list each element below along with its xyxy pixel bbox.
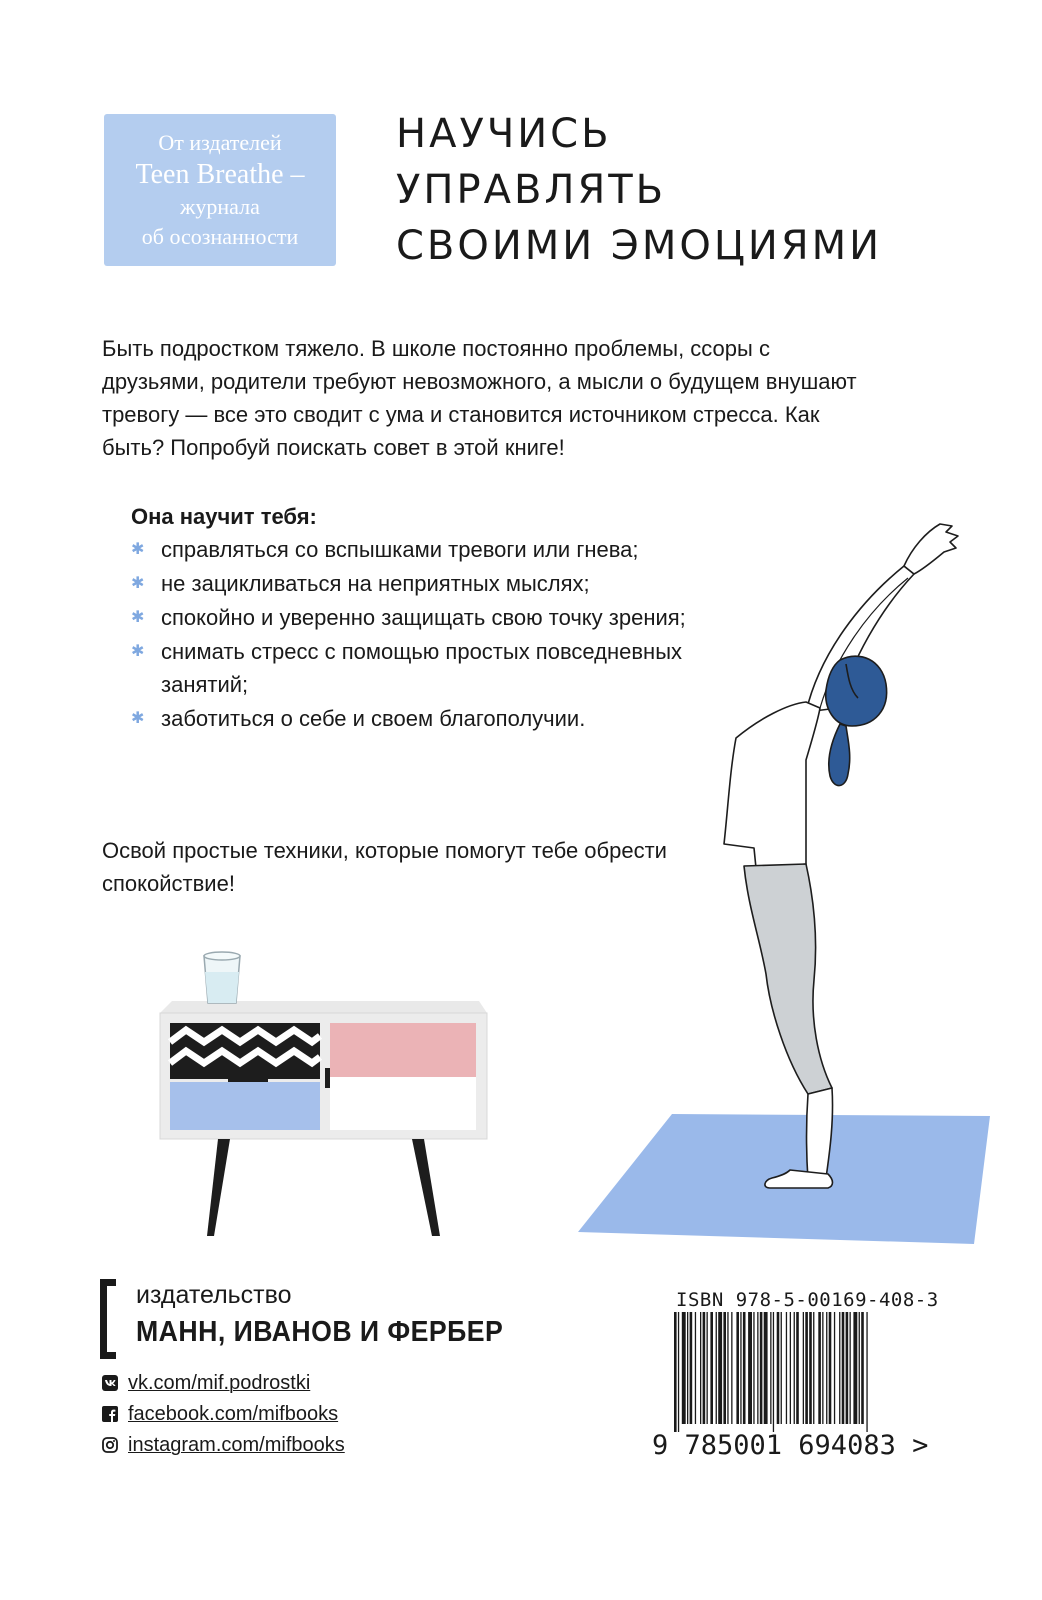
barcode-bar xyxy=(805,1312,808,1424)
vk-icon xyxy=(102,1375,118,1391)
headline-line-1: НАУЧИСЬ xyxy=(396,111,612,157)
barcode-bar xyxy=(803,1312,804,1424)
instagram-link-text[interactable]: instagram.com/mifbooks xyxy=(128,1434,345,1456)
barcode-bar xyxy=(731,1312,732,1424)
list-item: ✱ заботиться о себе и своем благополучии. xyxy=(131,702,691,735)
barcode-bar xyxy=(718,1312,722,1424)
barcode-bar xyxy=(723,1312,726,1424)
asterisk-icon: ✱ xyxy=(131,541,145,558)
barcode-bar xyxy=(687,1312,688,1424)
badge-line-1: От издателей xyxy=(158,130,282,155)
vk-link-text[interactable]: vk.com/mif.podrostki xyxy=(128,1372,311,1394)
barcode-bar xyxy=(764,1312,768,1424)
barcode-bar xyxy=(716,1312,717,1424)
barcode-bar xyxy=(760,1312,763,1424)
headline-line-3: СВОИМИ ЭМОЦИЯМИ xyxy=(396,223,883,269)
barcode-bar xyxy=(753,1312,754,1424)
badge-line-2: Teen Breathe – xyxy=(135,159,305,190)
barcode-bar xyxy=(678,1312,679,1432)
asterisk-icon: ✱ xyxy=(131,710,145,727)
barcode-bar xyxy=(813,1312,814,1424)
barcode-bar xyxy=(829,1312,832,1424)
barcode-bar xyxy=(826,1312,827,1424)
asterisk-icon: ✱ xyxy=(131,575,145,592)
barcode-bar xyxy=(781,1312,782,1424)
publisher-bracket xyxy=(100,1279,116,1359)
publisher-name: МАНН, ИВАНОВ И ФЕРБЕР xyxy=(136,1316,504,1348)
facebook-link[interactable] xyxy=(102,1401,338,1427)
barcode-bar xyxy=(695,1312,696,1424)
barcode-bar xyxy=(770,1312,771,1424)
facebook-icon xyxy=(102,1406,118,1422)
list-item: ✱ не зацикливаться на неприятных мыслях; xyxy=(131,567,691,600)
barcode-bar xyxy=(690,1312,693,1424)
isbn-label: ISBN 978-5-00169-408-3 xyxy=(676,1289,939,1311)
barcode-bar xyxy=(740,1312,741,1424)
barcode-bar xyxy=(727,1312,728,1424)
barcode-bar xyxy=(809,1312,812,1424)
barcode-bar xyxy=(777,1312,780,1424)
barcode-bar xyxy=(866,1312,867,1432)
barcode-bar xyxy=(736,1312,739,1424)
barcode-bar xyxy=(850,1312,851,1424)
barcode-bar xyxy=(794,1312,795,1424)
barcode-bar xyxy=(842,1312,845,1424)
list-item: ✱ спокойно и уверенно защищать свою точку зрения; xyxy=(131,601,691,634)
publisher-label: издательство xyxy=(136,1281,292,1309)
list-item: ✱ снимать стресс с помощью простых повседневных занятий; xyxy=(131,635,691,701)
barcode-bar xyxy=(674,1312,677,1432)
barcode-bar xyxy=(859,1312,860,1424)
barcode-bar xyxy=(743,1312,746,1424)
barcode-bar xyxy=(796,1312,799,1424)
facebook-link-text[interactable]: facebook.com/mifbooks xyxy=(128,1403,339,1425)
list-item: ✱ справляться со вспышками тревоги или гнева; xyxy=(131,533,691,566)
instagram-icon xyxy=(102,1437,118,1453)
barcode-bar xyxy=(853,1312,857,1424)
barcode-bar xyxy=(834,1312,835,1424)
asterisk-icon: ✱ xyxy=(131,609,145,626)
intro-paragraph: Быть подростком тяжело. В школе постоянно проблемы, ссоры с друзьями, родители требуют невозможного, а мысли о будущем внушают тревогу — все это сводит с ума и становится источником стресса. Как быть? Попробуй поискать совет в этой книге! xyxy=(102,336,857,460)
barcode-bar xyxy=(839,1312,840,1424)
barcode-bar xyxy=(748,1312,752,1424)
barcode-bar xyxy=(861,1312,864,1424)
asterisk-icon: ✱ xyxy=(131,643,145,660)
cabinet-illustration xyxy=(160,952,487,1236)
barcode-bar xyxy=(710,1312,713,1424)
barcode-digits: 9 785001 694083 > xyxy=(652,1430,929,1461)
barcode-bar xyxy=(818,1312,821,1424)
list-title: Она научит тебя: xyxy=(131,504,317,529)
barcode-bar xyxy=(786,1312,787,1424)
barcode-bar xyxy=(846,1312,849,1424)
barcode-bar xyxy=(707,1312,708,1424)
vk-link[interactable] xyxy=(102,1370,310,1396)
barcode-bar xyxy=(773,1312,774,1432)
badge-line-3: журнала xyxy=(180,194,260,219)
barcode-bar xyxy=(700,1312,701,1424)
instagram-link[interactable] xyxy=(102,1432,345,1458)
barcode-bar xyxy=(822,1312,823,1424)
badge-line-4: об осознанности xyxy=(141,224,299,249)
barcode-bar xyxy=(703,1312,706,1424)
headline-line-2: УПРАВЛЯТЬ xyxy=(396,167,667,213)
barcode-bar xyxy=(682,1312,686,1424)
barcode-bar xyxy=(757,1312,758,1424)
barcode xyxy=(670,1312,930,1432)
girl-illustration xyxy=(724,524,958,1188)
barcode-bar xyxy=(790,1312,791,1424)
outro-paragraph: Освой простые техники, которые помогут тебе обрести спокойствие! xyxy=(102,838,667,896)
